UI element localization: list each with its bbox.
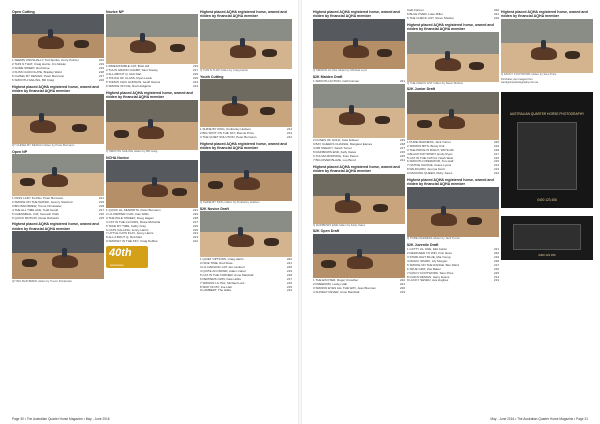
result-row: 6 TRUE GRIT, Zoe Baker 216 <box>407 266 499 271</box>
result-row: 4 SUSS CHOCOLATE, Bradley Ward 218 <box>12 70 104 75</box>
result-row: 3 THE QUIET SOLUTION, Peter Bormann 212 <box>200 135 292 140</box>
result-row: 8 CHICS DESIGN, Harry Evans 214 <box>407 274 499 279</box>
result-row: 1 SMOOTH ACTION, Cath Farmer 221 <box>313 79 405 84</box>
result-row: 3 SOME SWEET, Rod Rose 219 <box>12 66 104 71</box>
result-row: 6 THE CHECK LIST, Steve Shelton 219 <box>407 15 499 20</box>
result-row: 2 BIG SPOT ON THE SKY, Bonnie Price 213 <box>200 131 292 136</box>
photo-caption: Q PURE MADNESS ridden by Jack Turner <box>407 236 461 241</box>
photo-caption: Q7 BIG BAD BREW ridden by Trevor Drinkwater <box>12 278 73 283</box>
photo-caption: Q7 CHISEL BY DESIGN ridden by Peter Bormann <box>12 143 75 148</box>
result-row: 3 ALL ABOUT Q, Rob Dart 216 <box>106 72 198 77</box>
results-list <box>106 209 198 244</box>
right-col-1 <box>313 8 405 294</box>
event-photo <box>106 160 198 208</box>
anniversary-label: Anniversary <box>110 264 124 268</box>
ad-phone: 0400 123 456 <box>538 253 556 258</box>
event-photo <box>313 234 405 278</box>
result-row: 5 SMOKE ON THE RANGE, Ben Ward 217 <box>407 262 499 267</box>
result-row: 3 BAY CHEEKS CHARLIE, Margaret Eames 218 <box>313 142 405 147</box>
award-header: Highest placed AQHA registered horse, owned and ridden by financial AQHA member <box>407 22 494 32</box>
result-row: 7 FANCY FOOTWORK, Sam Price 215 <box>407 270 499 275</box>
event-photo <box>200 211 292 257</box>
right-col-2 <box>407 8 499 283</box>
section-header: $2K Novice Draft <box>200 206 229 211</box>
event-photo <box>200 19 292 69</box>
right-col-3 <box>501 8 593 260</box>
result-row: 1 THE EXCITER, Roger Crowther 222 <box>313 277 405 282</box>
anniversary-badge <box>106 246 148 268</box>
photography-ad-small <box>501 216 593 260</box>
anniversary-number: 40th <box>109 247 132 260</box>
award-header: Highest placed AQHA registered horse, owned and ridden by financial AQHA member <box>407 177 494 187</box>
result-row: 1 PASS LADY FLASH, Peter Bormann 221 <box>12 196 104 201</box>
event-photo <box>407 92 499 140</box>
result-row: Cath Farmer 222 <box>407 8 499 12</box>
result-row: 3 THE PALE STREET, Doug Hagan 218 <box>106 215 198 220</box>
result-row: 4 QUITE AN OFFER, Adam Carter 219 <box>200 268 292 273</box>
photographer-site-link[interactable]: wendyjonesphotography.com.au <box>501 81 539 85</box>
event-photo <box>501 19 593 73</box>
result-row: 7 SMOKIN LIL PAL, Michael Lord 216 <box>200 280 292 285</box>
result-row: 1 QUICK LIL SENORITA, Peter Bormann 221 <box>106 208 198 213</box>
result-row: 6 TULUM MORNING, Fran Peters 215 <box>313 153 405 158</box>
photo-caption: Q FANCY FOOTWORK ridden by Sam Price <box>501 72 557 77</box>
section-header: Youth Cutting <box>200 74 224 79</box>
event-photo <box>313 174 405 224</box>
left-col-2 <box>106 8 198 268</box>
result-row: 3 THE PRICE IS RIGHT, Will Smith 218 <box>407 147 499 152</box>
section-header: $2K Open Draft <box>313 229 340 234</box>
results-list <box>407 9 499 21</box>
award-header: Highest placed AQHA registered horse, owned and ridden by financial AQHA member <box>313 10 400 19</box>
result-row: 1 QUIET OPTIONS, Craig Harris 222 <box>200 257 292 262</box>
result-row: 6 SMOOTH OPERATOR, Tom Hall 215 <box>407 159 499 164</box>
result-row: 2 FREEDOM, Lesley Hall 221 <box>313 281 405 286</box>
result-row: 5 BLUE OVER, Luke Miller 221 <box>407 11 499 16</box>
event-photo <box>313 84 405 138</box>
event-photo <box>407 187 499 237</box>
results-list <box>12 197 104 220</box>
photo-caption: Q THE CHECK LIST ridden by Steve Shelton <box>407 81 464 86</box>
event-photo <box>12 94 104 144</box>
section-header: Open Cutting <box>12 10 35 14</box>
result-row: 5 CAT IN THE CATCH, Noah West 216 <box>407 155 499 160</box>
award-header: Highest placed AQHA registered horse, owned and ridden by financial AQHA member <box>12 84 99 94</box>
result-row: 6 CATS CALLING, Jenny Harris 215 <box>106 227 198 232</box>
result-row: 1 IRRESISTABLE CAT, Brett Hill 219 <box>106 64 198 69</box>
ad-photo-frame <box>517 122 577 190</box>
result-row: 9 LUCKY SEVEN, Ava Hughes 213 <box>407 278 499 283</box>
results-list <box>200 128 292 140</box>
photography-ad <box>501 92 593 208</box>
purchase-note: Purchase your images from <box>501 77 533 81</box>
page-footer: Page 30 • The Australian Quarter Horse Magazine • May - June 2016 <box>12 417 110 421</box>
result-row: 8 SKIP ON BY, Joe Hart 215 <box>200 284 292 289</box>
result-row: 8 WILDCARD, Jemma Scott 213 <box>407 167 499 172</box>
result-row: 9 SMOKEY IN THE SKY, Craig Dobbie 212 <box>106 239 198 244</box>
result-row: 4 MAGIC SPARK, Lily Morgan 218 <box>407 258 499 263</box>
result-row: 1 CATTY LIL ONE, Ella Carter 221 <box>407 247 499 252</box>
result-row: 2 SMOKIN BITS, Brody Kirk 219 <box>407 143 499 148</box>
results-list <box>12 59 104 82</box>
result-row: 7 BIG RIVER BLAZE, Lou Bond 214 <box>313 157 405 162</box>
result-row: 2 SMOKE ON THE WATER, Jeremy Stanford 219 <box>12 200 104 205</box>
photo-caption: Q THIS N THAT ridden by Craig Harris <box>200 68 248 73</box>
results-list <box>313 139 405 162</box>
result-row: 3 LIL DARLING CAT, Ian Lambert 220 <box>200 265 292 270</box>
page-footer: May - June 2016 • The Australian Quarter Horse Magazine • Page 31 <box>490 417 588 421</box>
result-row: 4 TOUCH OF CLASS, Ryan Lewis 215 <box>106 76 198 81</box>
result-row: 2 NICE TIME, Rod Rose 221 <box>200 261 292 266</box>
section-header: $2K Maiden Draft <box>313 74 343 79</box>
result-row: 9 LAMBERT, The Hilda 214 <box>200 288 292 293</box>
results-list <box>200 258 292 293</box>
result-row: 3 SMOKIN EYES ALL THE WAY, Jess Brennan 220 <box>313 285 405 290</box>
award-header: Highest placed AQHA registered horse, owned and ridden by financial AQHA member <box>501 10 588 19</box>
results-list <box>407 248 499 283</box>
result-row: 5 TOMAS CHIC HUDSON, Geoff Owens 214 <box>106 80 198 85</box>
event-photo <box>12 154 104 196</box>
result-row: 6 PEPPERS OWN, Kate Hollis 217 <box>200 276 292 281</box>
result-row: 7 LITTLE CATS PLAY, Jenny Harris 214 <box>106 231 198 236</box>
result-row: 6 QUICK MOTION, Rosie Richards 215 <box>12 215 104 220</box>
award-header: Highest placed AQHA registered horse, owned and ridden by financial AQHA member <box>313 164 400 174</box>
section-header: $2K Junior Draft <box>407 87 435 92</box>
award-header: Highest placed AQHA registered horse, owned and ridden by financial AQHA member <box>200 10 287 19</box>
result-row: 1 PURE MADNESS, Jack Turner 220 <box>407 139 499 144</box>
event-photo <box>407 32 499 82</box>
photo-caption: Q SMOKIN LIL PAL ridden by Michael Lord <box>313 68 367 73</box>
event-photo <box>313 19 405 69</box>
result-row: 1 SHINE BY KING, Kimberley Hudson 214 <box>200 127 292 132</box>
result-row: 5 CHESSBALL CAT, Kenneth Clark 216 <box>12 211 104 216</box>
ad-phone: 0400 123 456 <box>537 198 557 203</box>
photo-caption: Q SMOOTH SAILING ridden by Bill Craig <box>106 149 158 154</box>
result-row: 7 NATIVE CHOICE, Grace Lyons 214 <box>407 163 499 168</box>
result-row: 6 SMOOTH SAILING, Bill Craig 216 <box>12 77 104 82</box>
result-row: 6 SMOKE ON ICE, Rod Hodgkins 213 <box>106 83 198 88</box>
result-row: 4 MR SNEAKY, Sarah Turner 217 <box>313 145 405 150</box>
section-header: Novice NP <box>106 10 124 14</box>
results-list <box>407 141 499 176</box>
result-row: 1 SEEMS UNUSUALLY, Ted Spinks, Kerry Pointer 222 <box>12 58 104 63</box>
event-photo <box>12 14 104 58</box>
result-row: 4 CAT IN THE CLOUDS, Rosie Richards 217 <box>106 219 198 224</box>
event-photo <box>12 231 104 279</box>
result-row: 3 STARLIGHT BLUE, Mia Young 219 <box>407 255 499 260</box>
result-row: 5 TAKE MY TIME, Kathy Gray 216 <box>106 223 198 228</box>
ad-heading: AUSTRALIAN QUARTER HORSE PHOTOGRAPHY <box>509 112 585 117</box>
result-row: 5 CAT IN THE CORNER, Anne Marshall 218 <box>200 272 292 277</box>
event-photo <box>200 79 292 127</box>
award-header: Highest placed AQHA registered horse, owned and ridden by financial AQHA member <box>106 90 193 100</box>
ad-photo-frame <box>513 224 581 250</box>
award-header: Highest placed AQHA registered horse, owned and ridden by financial AQHA member <box>12 222 99 231</box>
result-row: 2 DUNES OF GOLD, Kate Eriksen 219 <box>313 138 405 143</box>
photo-caption: Q RAINBOWS END ridden by Kelly Oates <box>313 223 366 227</box>
result-row: 2 DESIGNED TO WIN, Finn Ross 220 <box>407 251 499 256</box>
left-page <box>0 0 299 424</box>
result-row: 4 THE ALL TIME ACE, Todd Gould 217 <box>12 207 104 212</box>
section-header: Open NP <box>12 149 28 154</box>
left-col-3 <box>200 8 292 293</box>
result-row: 2 TULIS GRAND CHAMP, Sam Dooley 217 <box>106 68 198 73</box>
result-row: 3 BIG BAD BREW, Trevor Drinkwater 218 <box>12 203 104 208</box>
result-row: 2 THIS N THAT, Craig Harris, Jim Mokler 219 <box>12 62 104 67</box>
event-photo <box>200 151 292 201</box>
photo-caption: Q SHINE BY KING ridden by Kimberley Hudson <box>200 200 260 205</box>
right-page <box>301 0 600 424</box>
results-list <box>106 65 198 88</box>
result-row: 2 LIL PEPPER CHIC, Dan Willis 219 <box>106 212 198 217</box>
result-row: 5 RAINBOWS END, Kelly Oates 216 <box>313 149 405 154</box>
section-header: NCHA Novice <box>106 155 130 160</box>
result-row: 5 CHISEL BY DESIGN, Peter Bormann 217 <box>12 74 104 79</box>
results-list <box>313 279 405 295</box>
result-row: 9 DANCING QUEEN, Ruby Jones 212 <box>407 171 499 176</box>
event-photo <box>106 14 198 64</box>
result-row: 8 ALL A BOUT Q, Rob Dart 213 <box>106 235 198 240</box>
section-header: $2K Juvenile Draft <box>407 242 439 247</box>
result-row: 4 BLACKTOP SPIRIT, Emily Ryan 217 <box>407 151 499 156</box>
result-row: 4 SUNDAY FEVER, Anne Marshall 219 <box>313 289 405 294</box>
award-header: Highest placed AQHA registered horse, owned and ridden by financial AQHA member <box>200 141 287 151</box>
event-photo <box>106 100 198 150</box>
left-col-1 <box>12 8 104 284</box>
